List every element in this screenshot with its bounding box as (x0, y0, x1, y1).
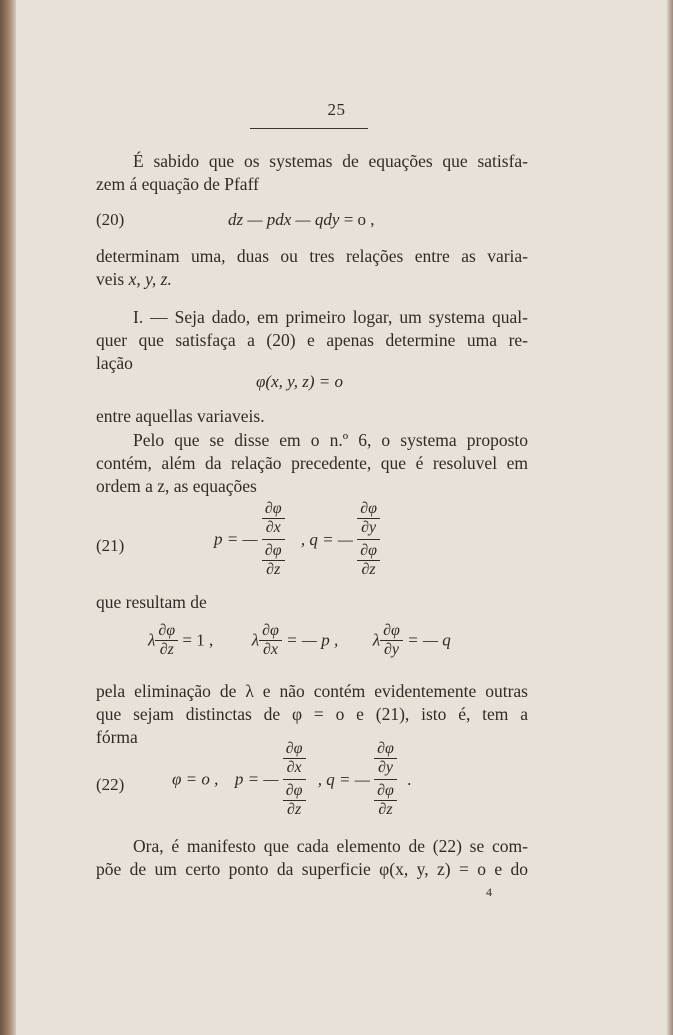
fraction-numerator: ∂φ (377, 782, 394, 799)
equation-21 (214, 500, 380, 579)
fraction-numerator: ∂φ (285, 740, 303, 757)
header-rule (250, 128, 368, 129)
paragraph1-line1: É sabido que os systemas de equações que satisfa- (133, 151, 528, 171)
paragraph3-line4: entre aquellas variaveis. (96, 406, 265, 426)
fraction-denominator: ∂z (378, 801, 393, 818)
equation-21-p-fraction (262, 500, 285, 579)
fraction-denominator: ∂x (286, 759, 302, 776)
paragraph4-line3: ordem a z, as equações (96, 476, 257, 496)
paragraph2-line2 (96, 269, 172, 289)
lambda-eq3-rhs: = — q (407, 630, 451, 650)
fraction-denominator: ∂x (262, 641, 278, 658)
paragraph4-line1: Pelo que se disse em o n.º 6, o systema proposto (133, 430, 528, 450)
equation-number-20: (20) (96, 210, 125, 229)
paragraph6-line1: Ora, é manifesto que cada elemento de (22) se com- (133, 836, 528, 856)
fraction-denominator: ∂y (377, 759, 393, 776)
equation-20-lhs: dz — pdx — qdy (228, 210, 340, 229)
signature-mark: 4 (486, 885, 492, 899)
lambda-symbol: λ (251, 630, 260, 650)
equation-number-21: (21) (96, 536, 125, 555)
equation-22-phi: φ = o , (172, 769, 219, 789)
fraction-numerator: ∂φ (264, 542, 282, 559)
lambda-symbol: λ (148, 630, 156, 650)
fraction-numerator: ∂φ (285, 782, 303, 799)
fraction-numerator: ∂φ (360, 542, 377, 559)
paragraph2-line2-text: veis (96, 269, 125, 289)
page-number: 25 (327, 100, 346, 119)
result-line: que resultam de (96, 592, 207, 612)
paragraph3-line3: lação (96, 353, 133, 373)
fraction-numerator: ∂φ (158, 622, 176, 639)
relation-phi: φ(x, y, z) = o (256, 372, 343, 391)
paragraph1-line2: zem á equação de Pfaff (96, 174, 259, 194)
equation-21-p-label: p = — (214, 529, 258, 549)
fraction-numerator: ∂φ (262, 622, 279, 639)
equation-number-22: (22) (96, 775, 125, 794)
fraction-numerator: ∂φ (360, 500, 377, 517)
equation-20-rhs: = o , (343, 210, 375, 229)
fraction-denominator: ∂x (265, 519, 281, 536)
paragraph4-line2: contém, além da relação precedente, que é resoluvel em (96, 453, 528, 473)
paragraph5-line1: pela eliminação de λ e não contém evidentemente outras (96, 681, 528, 701)
equation-22-end: . (407, 769, 412, 789)
equation-22-p-label: p = — (234, 769, 279, 789)
fraction-numerator: ∂φ (383, 622, 400, 639)
lambda-eq1-rhs: = 1 , (182, 630, 214, 650)
fraction-numerator: ∂φ (377, 740, 394, 757)
paragraph5-line3: fórma (96, 727, 138, 747)
fraction-denominator: ∂z (159, 641, 174, 658)
lambda-fraction-z (155, 622, 178, 659)
paragraph2-line1: determinam uma, duas ou tres relações entre as varia- (96, 246, 528, 266)
fraction-denominator: ∂z (361, 561, 376, 578)
fraction-numerator: ∂φ (264, 500, 282, 517)
paragraph3-line2: quer que satisfaça a (20) e apenas determine uma re- (96, 330, 528, 350)
binding-edge (0, 0, 16, 1035)
equation-22-q-fraction (374, 740, 397, 819)
equation-22-p-fraction (283, 740, 306, 819)
lambda-symbol: λ (372, 630, 381, 650)
equation-21-q-label: , q = — (300, 529, 353, 549)
paragraph5-line2: que sejam distinctas de φ = o e (21), isto é, tem a (96, 704, 528, 724)
paragraph3-line1: I. — Seja dado, em primeiro logar, um systema qual- (133, 307, 528, 327)
lambda-fraction-x (259, 622, 282, 659)
paragraph2-line2-vars: x, y, z. (128, 269, 172, 289)
equation-22-q-label: , q = — (317, 769, 370, 789)
equation-21-q-fraction (357, 500, 380, 579)
fraction-denominator: ∂y (361, 519, 377, 536)
lambda-fraction-y (380, 622, 403, 659)
fraction-denominator: ∂y (383, 641, 399, 658)
equation-20 (228, 210, 375, 230)
paragraph6-line2: põe de um certo ponto da superficie φ(x, y, z) = o e do (96, 859, 528, 879)
fraction-denominator: ∂z (266, 561, 281, 578)
lambda-equations (148, 622, 451, 659)
equation-22 (172, 740, 411, 819)
fraction-denominator: ∂z (287, 801, 302, 818)
page-edge (667, 0, 673, 1035)
lambda-eq2-rhs: = — p , (286, 630, 339, 650)
